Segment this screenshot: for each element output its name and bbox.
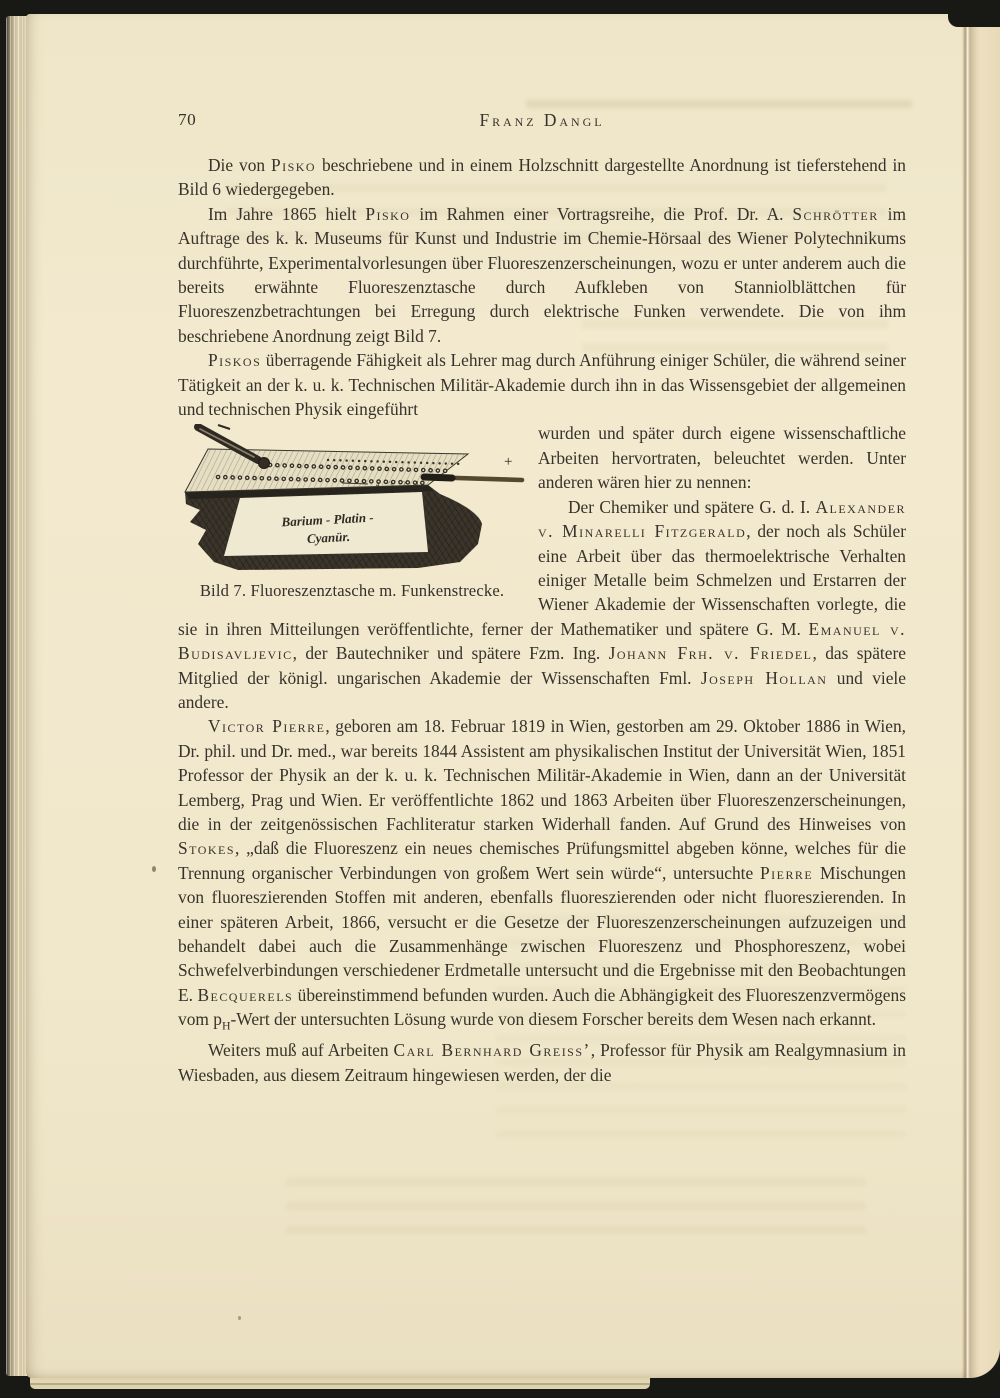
paper-speck [152,866,156,872]
paragraph-5: Victor Pierre, geboren am 18. Februar 1819 in Wien, gestorben am 29. Oktober 1886 in Wien, Dr. phil. und Dr. med., war bereits 1844 Assistent am physikalischen Institut der Universität Wien, 1851 Professor der Physik an der k. u. k. Technischen Militär-Akademie in Wien, dann an der Universität Lemberg, Prag und Wien. Er veröffentlichte 1862 und 1863 Arbeiten über Fluoreszenzerscheinungen, die in der zeitgenössischen Fachliteratur starken Widerhall fanden. Auf Grund des Hinweises von Stokes, „daß die Fluoreszenz ein neues chemisches Prüfungsmittel abgeben könne, welches für die Trennung organischer Verbindungen von großem Wert sein würde“, untersuchte Pierre Mischungen von fluoreszierenden Stoffen mit anderen, ebenfalls fluoreszierenden oder nicht fluoreszierenden. In einer späteren Arbeit, 1866, versucht er die Gesetze der Fluoreszenzerscheinungen aufzuzeigen und behandelt dabei auch die Zusammenhänge zwischen Fluoreszenz und Phosphoreszenz, wobei Schwefelverbindungen verschiedener Erdmetalle untersucht und die Ergebnisse mit den Beobachtungen E. Becquerels übereinstimmend befunden wurden. Auch die Abhängigkeit des Fluoreszenzvermögens vom $p_H$-Wert der untersuchten Lösung wurde von diesem Forscher bereits dem Wesen nach erkannt. [178,716,906,1033]
figure-bild7 [178,424,526,601]
page-content [178,108,906,1087]
electrode-knob [259,458,270,469]
running-header-title: Franz Dangl [479,110,605,130]
running-head [178,108,906,132]
page-edge-stack-left [6,16,27,1376]
paragraph-1: Die von Pisko beschriebene und in einem Holzschnitt dargestellte Anordnung ist tieferstehend in Bild 6 wiedergegeben. [178,155,906,200]
figure-caption: Bild 7. Fluoreszenztasche m. Funkenstrecke. [199,581,505,601]
figure-label-line1: Barium - Platin - [281,510,374,530]
paragraph-2: Im Jahre 1865 hielt Pisko im Rahmen einer Vortragsreihe, die Prof. Dr. A. Schrötter im Auftrage des k. k. Museums für Kunst und Industrie im Chemie-Hörsaal des Wiener Polytechnikums durchführte, Experimentalvorlesungen über Fluoreszenzerscheinungen, wozu er unter anderem auch die bereits erwähnte Fluoreszenztasche durch Aufkleben von Stanniolblättchen für Fluoreszenzbetrachtungen bei Erregung durch elektrische Funken verwendete. Die von ihm beschriebene Anordnung zeigt Bild 7. [178,203,906,346]
electrode-right-tip [424,477,452,478]
show-through-ghost [286,1178,866,1238]
binding-crease [962,14,970,1378]
scale-numbers: 4 3 2 1 [375,479,424,490]
figure-label-line2: Cyanür. [306,529,351,547]
plus-pole-sign: + [504,454,513,471]
paragraph-6: Weiters muß auf Arbeiten Carl Bernhard Greiss’, Professor für Physik am Realgymnasium in Wiesbaden, aus diesem Zeitraum hingewiesen werden, der die [178,1040,907,1085]
fluorescence-pocket-illustration [178,424,526,576]
electrode-left-tip-mark [218,425,230,429]
page-number: 70 [178,110,197,129]
scan-background-corner [948,14,1000,27]
paragraph-3-start: Piskos überragende Fähigkeit als Lehrer mag durch Anführung einiger Schüler, die während seiner Tätigkeit an der k. u. k. Technischen Militär-Akademie durch ihn in das Wissensgebiet der allgemeinen und technischen Physik eingeführt [178,350,906,420]
paper-speck [238,1316,241,1320]
book-page [26,14,1000,1378]
paragraph-4: Der Chemiker und spätere G. d. I. Alexander v. Minarelli Fitzgerald, der noch als Schüler eine Arbeit über das thermoelektrische Verhalten einiger Metalle beim Schmelzen und Erstarren der Wiener Akademie der Wissenschaften vorlegte, die sie in ihren Mitteilungen veröffentlichte, ferner der Mathematiker und spätere G. M. Emanuel v. Budisavljevic, der Bautechniker und spätere Fzm. Ing. Johann Frh. v. Friedel, das spätere Mitglied der königl. ungarischen Akademie der Wissenschaften Fml. Joseph Hollan und viele andere. [178,496,907,712]
paragraph-3-continued: wurden und später durch eigene wissenschaftliche Arbeiten hervortraten, beleuchtet werden. Unter anderen wären hier zu nennen: [538,423,906,493]
adjacent-page-strip [968,14,1000,1378]
figure-text-wrap [178,421,906,714]
